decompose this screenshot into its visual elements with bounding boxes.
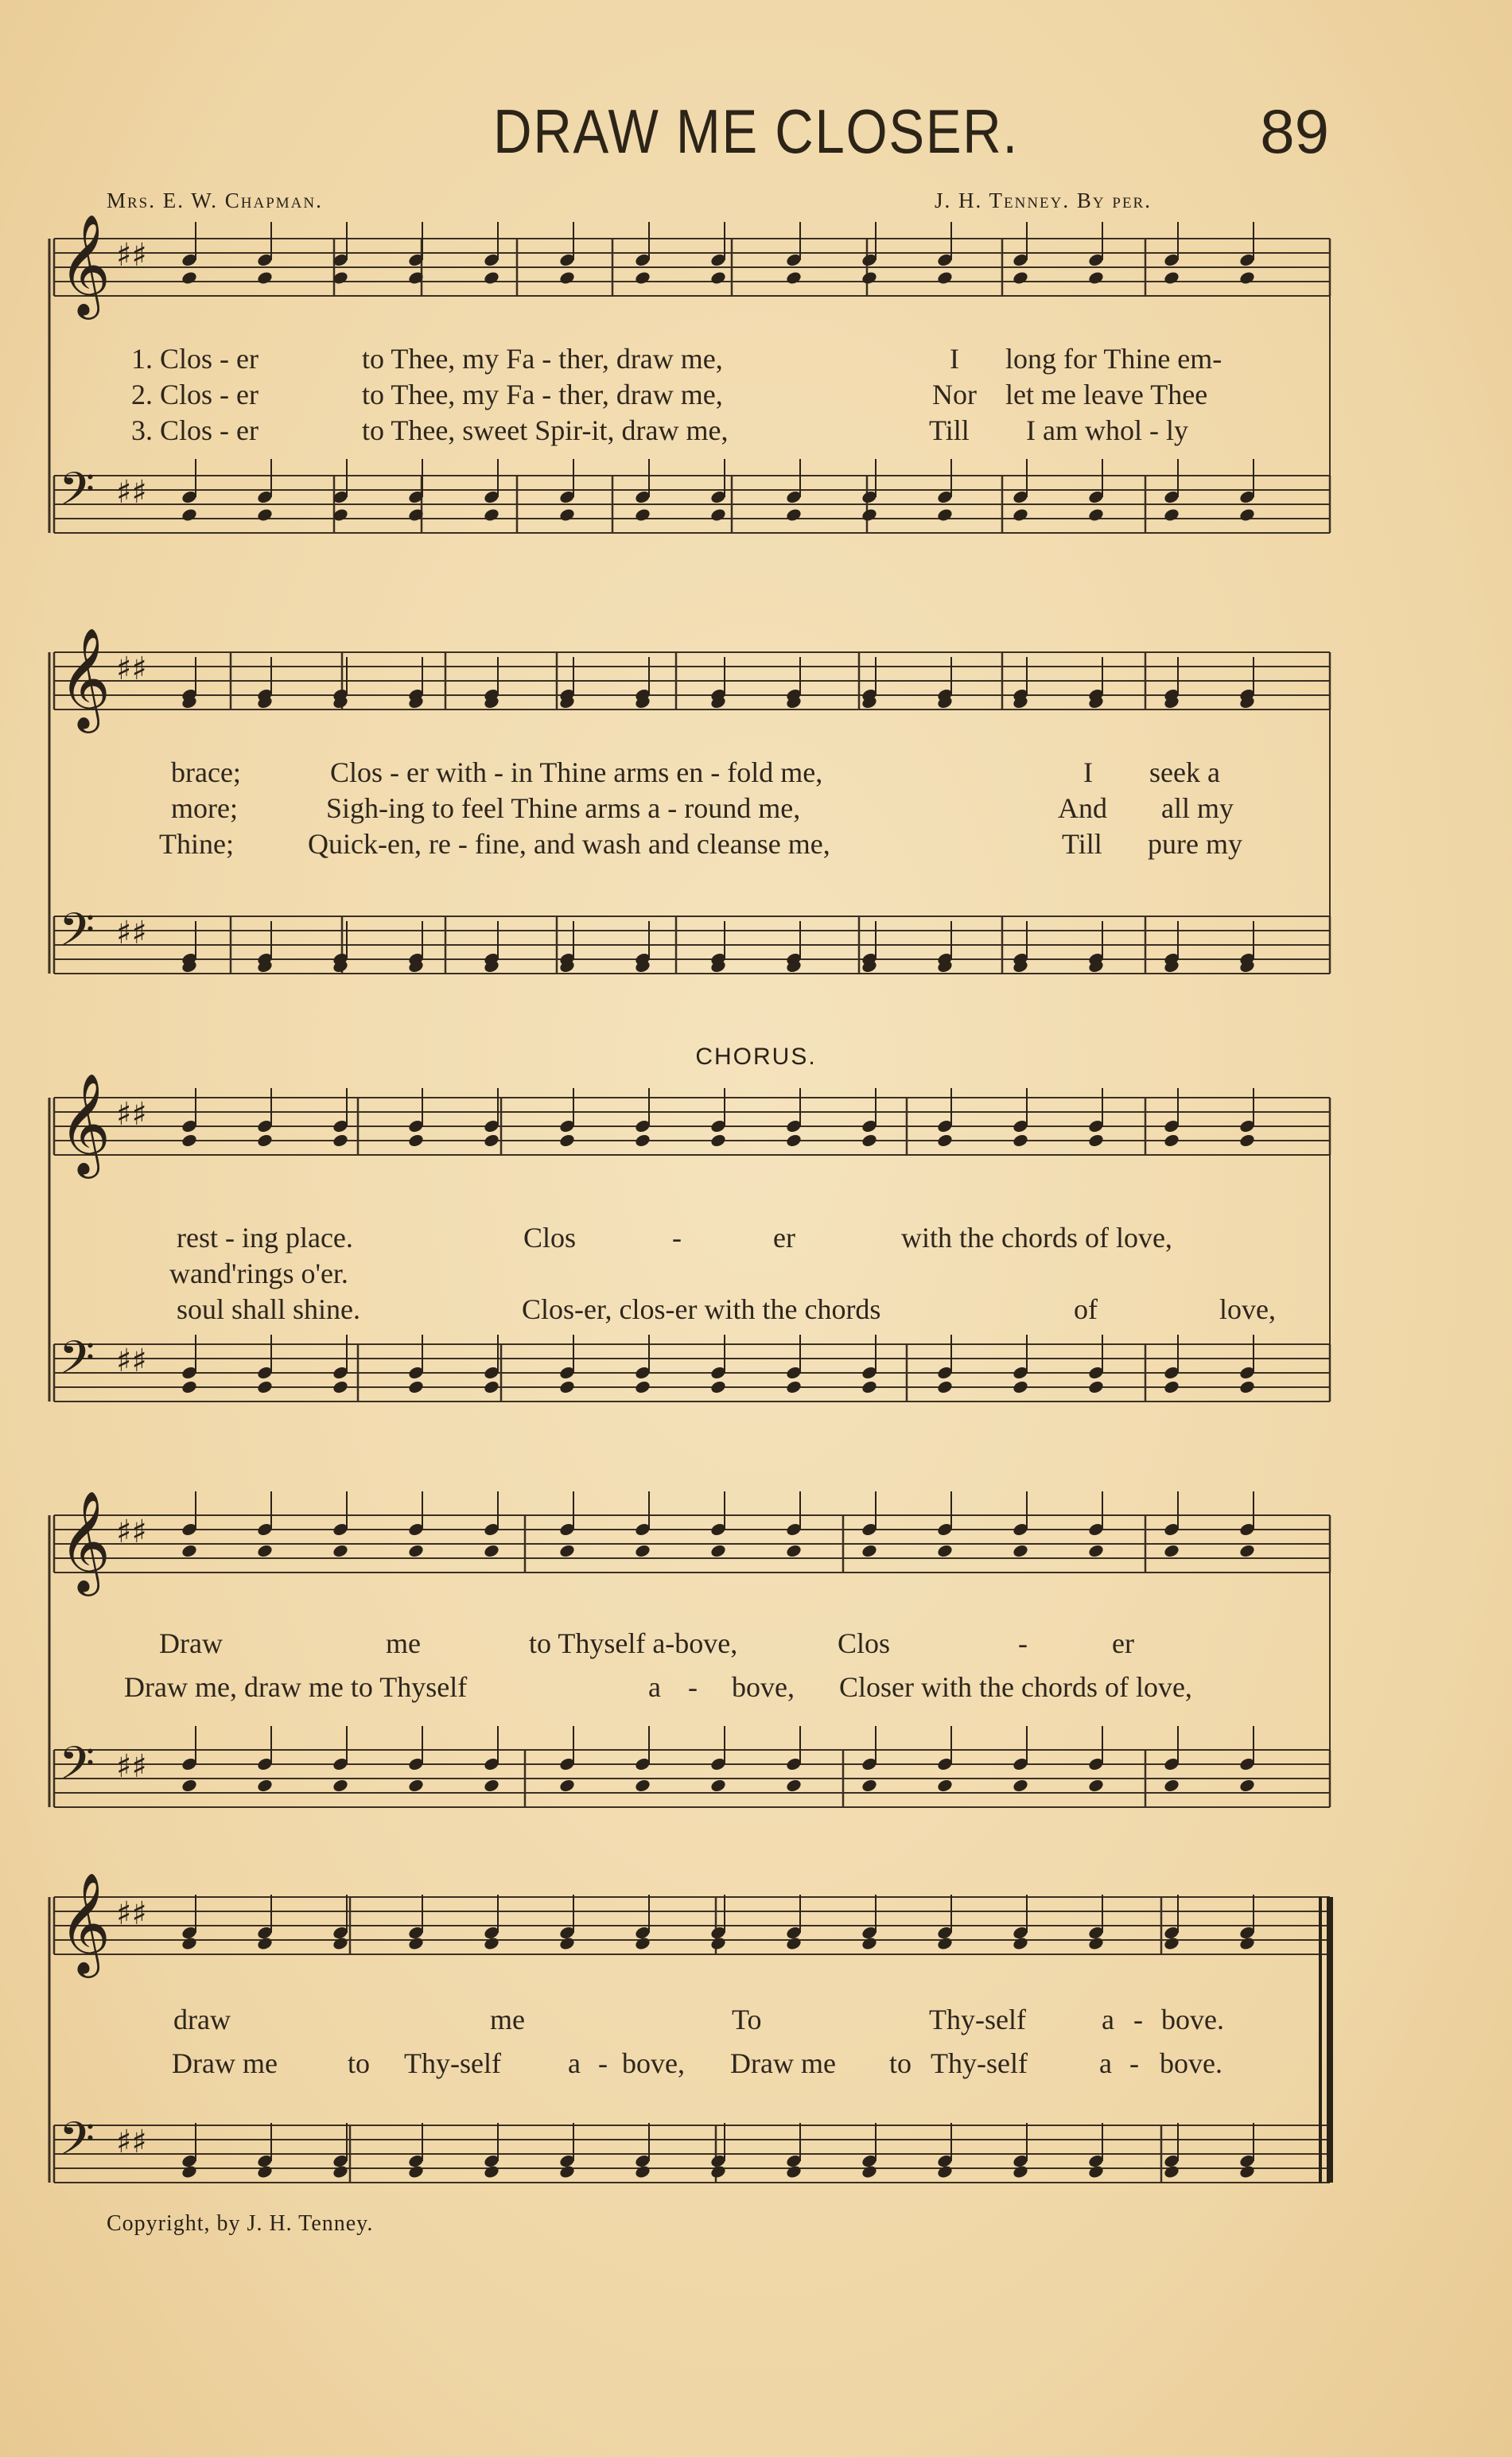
note-head (634, 1133, 651, 1148)
note-head (1163, 2164, 1180, 2179)
note-head (709, 2164, 727, 2179)
note-head (936, 1543, 954, 1558)
sys2-v1-a: brace; (171, 756, 241, 788)
key-signature-sharp-icon: ♯♯ (116, 651, 147, 687)
sys4-up-a: Draw (159, 1627, 223, 1659)
note-head (1163, 507, 1180, 523)
chorus-label: CHORUS. (695, 1044, 817, 1070)
note-head (861, 1133, 878, 1148)
note-head (634, 1936, 651, 1951)
sys5-lo-f: bove, (622, 2047, 685, 2079)
key-signature-sharp-icon: ♯♯ (116, 1514, 147, 1550)
note-head (181, 1543, 198, 1558)
sys3-v1-a: rest - ing place. (177, 1222, 353, 1254)
note-head (1163, 1936, 1180, 1951)
note-head (332, 1778, 349, 1793)
note-head (1087, 270, 1105, 286)
sys1-v1-c: I (950, 343, 959, 375)
note-head (558, 507, 576, 523)
note-head (634, 1543, 651, 1558)
note-head (1012, 507, 1029, 523)
note-head (332, 1936, 349, 1951)
note-head (785, 2164, 803, 2179)
note-head (256, 270, 274, 286)
treble-clef-icon: 𝄞 (59, 1490, 111, 1592)
sys3-v1-b: Clos (523, 1222, 577, 1254)
sys2-v1-c: I (1083, 756, 1093, 788)
key-signature-sharp-icon: ♯♯ (116, 915, 147, 951)
note-head (407, 1543, 425, 1558)
sys4-lo-e: Closer with the chords of love, (839, 1671, 1192, 1703)
sys5-lo-d: a (568, 2047, 581, 2079)
note-head (483, 507, 500, 523)
note-head (861, 1379, 878, 1394)
sys3-v3-b: Clos-er, clos-er with the chords (522, 1293, 881, 1325)
treble-clef-icon: 𝄞 (59, 1072, 111, 1174)
note-head (1163, 270, 1180, 286)
note-head (785, 1379, 803, 1394)
copyright-notice: Copyright, by J. H. Tenney. (107, 2211, 374, 2236)
sys5-lo-a: Draw me (172, 2047, 278, 2079)
sys5-lo-g: Draw me (730, 2047, 836, 2079)
sys2-v1-b: Clos - er with - in Thine arms en - fold me, (330, 756, 823, 788)
note-head (1012, 1133, 1029, 1148)
clefs (59, 213, 147, 2177)
sys4-lo-b: a (648, 1671, 661, 1703)
sys5-up-a: draw (173, 2004, 231, 2035)
note-head (407, 2164, 425, 2179)
sys2-v2-b: Sigh-ing to feel Thine arms a - round me, (326, 792, 801, 824)
note-head (256, 1543, 274, 1558)
sys5-lo-e: - (598, 2047, 608, 2079)
note-head (1087, 1543, 1105, 1558)
note-head (709, 1778, 727, 1793)
sys4-lo-c: - (688, 1671, 698, 1703)
sys5-lo-l: bove. (1160, 2047, 1222, 2079)
key-signature-sharp-icon: ♯♯ (116, 1343, 147, 1379)
sys3-v3-c: of (1074, 1293, 1098, 1325)
note-head (1238, 507, 1256, 523)
note-head (181, 2164, 198, 2179)
note-head (181, 507, 198, 523)
sys3-v2-a: wand'rings o'er. (169, 1258, 348, 1289)
composer-name: J. H. Tenney. (935, 189, 1071, 212)
note-head (181, 1778, 198, 1793)
key-signature-sharp-icon: ♯♯ (116, 474, 147, 511)
sys5-lo-b: to (348, 2047, 371, 2079)
sys5-lo-h: to (889, 2047, 912, 2079)
note-head (936, 1379, 954, 1394)
note-head (483, 1936, 500, 1951)
note-head (709, 1936, 727, 1951)
note-head (1087, 507, 1105, 523)
note-head (332, 1379, 349, 1394)
sys1-v2-a: 2. Clos - er (131, 379, 258, 410)
sys2-v3-b: Quick-en, re - fine, and wash and cleanse me, (308, 828, 830, 860)
note-head (407, 1778, 425, 1793)
note-head (558, 270, 576, 286)
note-head (1087, 1936, 1105, 1951)
sys2-v2-c: And (1058, 792, 1107, 824)
permission-note: By per. (1076, 189, 1152, 212)
sys4-lo-d: bove, (732, 1671, 795, 1703)
note-head (181, 270, 198, 286)
note-heads (181, 222, 1256, 2179)
note-head (483, 270, 500, 286)
treble-clef-icon: 𝄞 (59, 627, 111, 729)
note-head (709, 1379, 727, 1394)
note-head (1238, 1778, 1256, 1793)
bass-clef-icon: 𝄢 (59, 1736, 95, 1802)
key-signature-sharp-icon: ♯♯ (116, 2124, 147, 2160)
sys1-v3-c: Till (929, 414, 970, 446)
sys1-v2-b: to Thee, my Fa - ther, draw me, (362, 379, 723, 410)
hymn-title: DRAW ME CLOSER. (493, 96, 1019, 166)
note-head (936, 1936, 954, 1951)
note-head (1087, 2164, 1105, 2179)
note-head (558, 1379, 576, 1394)
note-head (785, 270, 803, 286)
treble-clef-icon: 𝄞 (59, 213, 111, 315)
sys5-up-c: To (732, 2004, 762, 2035)
sys5-lo-k: - (1129, 2047, 1139, 2079)
note-head (634, 2164, 651, 2179)
note-head (709, 270, 727, 286)
note-head (634, 270, 651, 286)
note-head (936, 270, 954, 286)
sys1-v2-d: let me leave Thee (1005, 379, 1208, 410)
note-head (181, 1936, 198, 1951)
sys5-up-g: bove. (1161, 2004, 1224, 2035)
note-head (861, 1543, 878, 1558)
note-head (1238, 1543, 1256, 1558)
bass-clef-icon: 𝄢 (59, 462, 95, 527)
note-head (1163, 1133, 1180, 1148)
note-head (1012, 1936, 1029, 1951)
note-head (1012, 270, 1029, 286)
sys3-v1-d: er (773, 1222, 795, 1254)
note-head (407, 1133, 425, 1148)
note-head (634, 1778, 651, 1793)
sys2-v3-c: Till (1062, 828, 1102, 860)
note-head (558, 1778, 576, 1793)
note-head (861, 507, 878, 523)
sys1-v3-b: to Thee, sweet Spir-it, draw me, (362, 414, 729, 446)
note-head (709, 1543, 727, 1558)
sys1-v1-d: long for Thine em- (1005, 343, 1222, 375)
note-head (785, 1543, 803, 1558)
sys2-v2-a: more; (171, 792, 238, 824)
note-head (634, 1379, 651, 1394)
note-head (1012, 1543, 1029, 1558)
bass-clef-icon: 𝄢 (59, 2112, 95, 2177)
staff-lines (54, 239, 1330, 2183)
note-head (332, 2164, 349, 2179)
note-head (1238, 1379, 1256, 1394)
sys5-up-d: Thy-self (929, 2004, 1026, 2035)
note-head (1012, 2164, 1029, 2179)
note-head (785, 1936, 803, 1951)
note-head (483, 1543, 500, 1558)
note-head (256, 1778, 274, 1793)
note-head (1238, 270, 1256, 286)
note-head (785, 1778, 803, 1793)
note-head (1163, 1543, 1180, 1558)
sys2-v3-a: Thine; (159, 828, 234, 860)
note-head (936, 2164, 954, 2179)
note-head (861, 1778, 878, 1793)
note-head (861, 1936, 878, 1951)
sys4-up-f: er (1112, 1627, 1134, 1659)
note-head (709, 507, 727, 523)
sys5-lo-c: Thy-self (404, 2047, 501, 2079)
sys5-lo-j: a (1099, 2047, 1112, 2079)
note-head (256, 1133, 274, 1148)
note-head (785, 1133, 803, 1148)
note-head (483, 1778, 500, 1793)
note-head (1163, 1379, 1180, 1394)
sys5-up-e: a (1102, 2004, 1114, 2035)
sys1-v3-d: I am whol - ly (1026, 414, 1188, 446)
sys2-v3-d: pure my (1148, 828, 1242, 860)
bass-clef-icon: 𝄢 (59, 1331, 95, 1396)
treble-clef-icon: 𝄞 (59, 1872, 111, 1973)
key-signature-sharp-icon: ♯♯ (116, 1748, 147, 1785)
note-head (483, 1133, 500, 1148)
note-head (634, 507, 651, 523)
note-head (332, 1133, 349, 1148)
sys2-v1-d: seek a (1149, 756, 1220, 788)
sys4-lo-a: Draw me, draw me to Thyself (124, 1671, 468, 1703)
sys4-up-e: - (1018, 1627, 1028, 1659)
sys3-v1-e: with the chords of love, (901, 1222, 1172, 1254)
note-head (483, 1379, 500, 1394)
note-head (1012, 1379, 1029, 1394)
note-head (558, 1543, 576, 1558)
note-head (861, 2164, 878, 2179)
sys4-up-c: to Thyself a-bove, (529, 1627, 738, 1659)
page-number: 89 (1260, 96, 1329, 166)
note-head (1087, 1133, 1105, 1148)
note-head (256, 2164, 274, 2179)
note-head (483, 2164, 500, 2179)
bass-clef-icon: 𝄢 (59, 903, 95, 968)
note-head (407, 1936, 425, 1951)
sys1-v1-b: to Thee, my Fa - ther, draw me, (362, 343, 723, 375)
sys5-up-b: me (490, 2004, 525, 2035)
sys4-up-b: me (386, 1627, 421, 1659)
key-signature-sharp-icon: ♯♯ (116, 1895, 147, 1932)
note-head (256, 507, 274, 523)
note-head (861, 270, 878, 286)
sys4-up-d: Clos (838, 1627, 891, 1659)
key-signature-sharp-icon: ♯♯ (116, 237, 147, 274)
note-head (936, 1133, 954, 1148)
sys2-v2-d: all my (1161, 792, 1234, 824)
lyricist-credit: Mrs. E. W. Chapman. (107, 189, 323, 212)
sys1-v3-a: 3. Clos - er (131, 414, 258, 446)
sys1-v1-a: 1. Clos - er (131, 343, 258, 375)
note-head (936, 1778, 954, 1793)
note-head (558, 2164, 576, 2179)
sys5-lo-i: Thy-self (931, 2047, 1028, 2079)
note-head (709, 1133, 727, 1148)
note-head (1238, 2164, 1256, 2179)
note-head (558, 1936, 576, 1951)
note-head (1087, 1778, 1105, 1793)
sys3-v3-d: love, (1219, 1293, 1276, 1325)
note-head (256, 1936, 274, 1951)
note-head (558, 1133, 576, 1148)
note-head (1238, 1936, 1256, 1951)
sys3-v1-c: - (672, 1222, 682, 1254)
note-head (1012, 1778, 1029, 1793)
sys3-v3-a: soul shall shine. (177, 1293, 360, 1325)
note-head (407, 1379, 425, 1394)
note-head (332, 1543, 349, 1558)
sys5-up-f: - (1133, 2004, 1143, 2035)
sys1-v2-c: Nor (932, 379, 977, 410)
note-head (1163, 1778, 1180, 1793)
key-signature-sharp-icon: ♯♯ (116, 1096, 147, 1133)
note-head (936, 507, 954, 523)
note-head (181, 1133, 198, 1148)
note-head (785, 507, 803, 523)
note-head (1087, 1379, 1105, 1394)
note-head (1238, 1133, 1256, 1148)
note-head (256, 1379, 274, 1394)
bar-lines (49, 239, 1330, 2183)
note-head (181, 1379, 198, 1394)
